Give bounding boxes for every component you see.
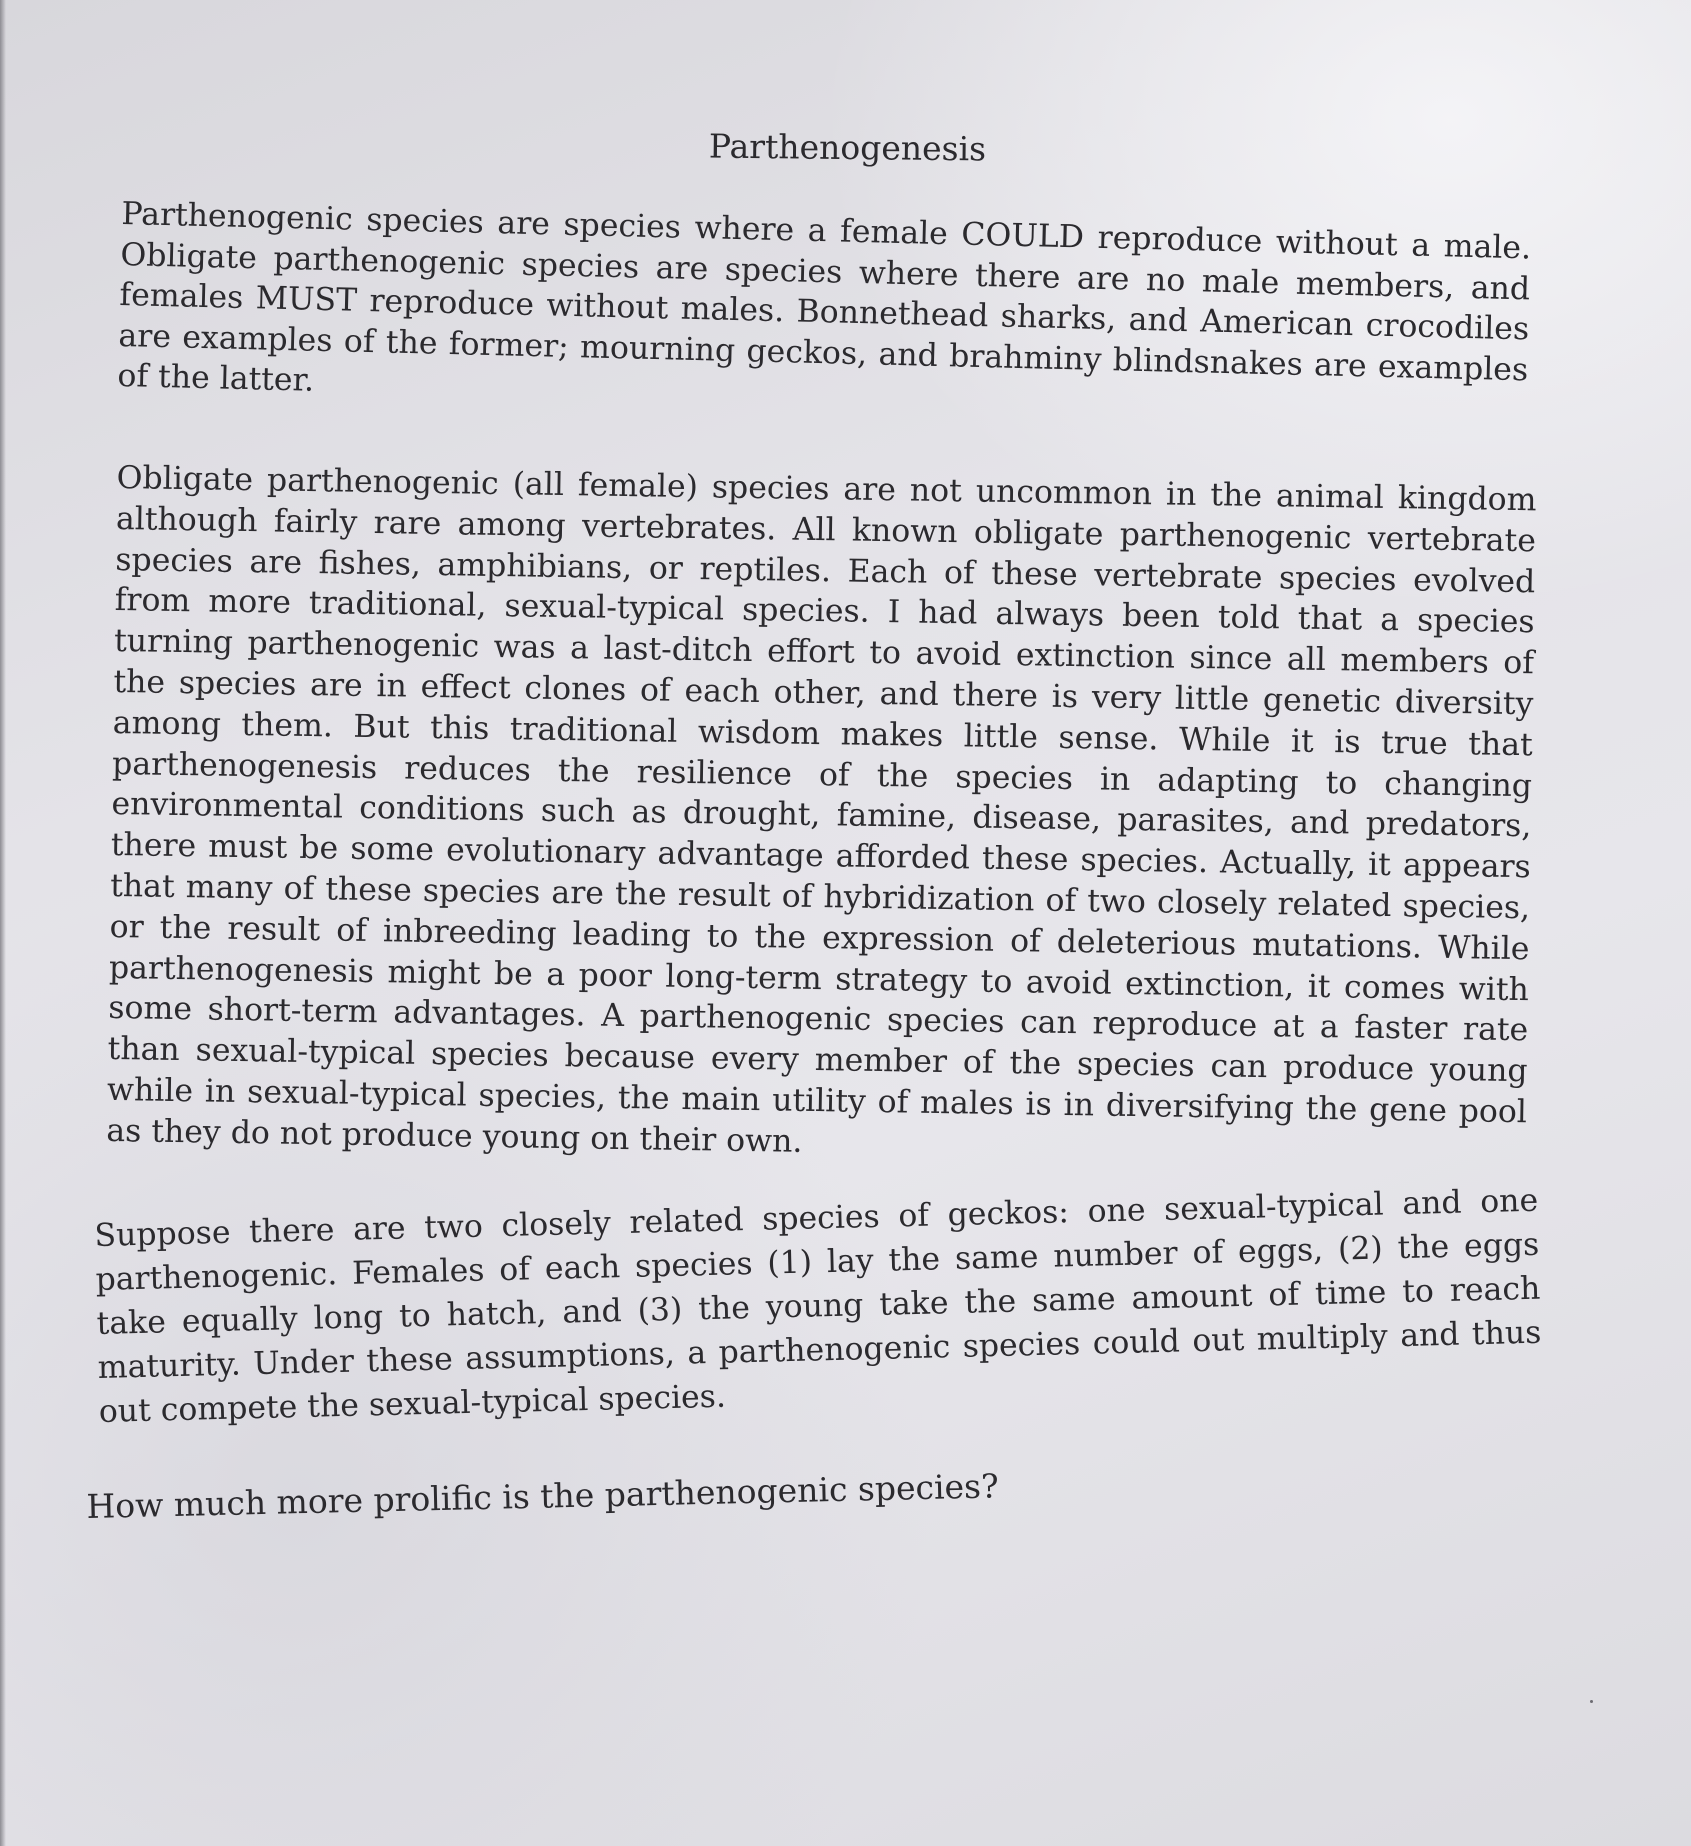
paragraph-definitions: Parthenogenic species are species where a female COULD reproduce without a male. Obligate parthenogenic species are species where there are no male members, and females MUST reproduce without males. Bonnethead sharks, and American crocodiles are examples of the former; mourning geckos, and brahminy blindsnakes are examples of the latter.	[117, 195, 1532, 399]
paper-speck	[1590, 1700, 1593, 1703]
document-title: Parthenogenesis	[708, 126, 987, 169]
paragraph-gecko-scenario: Suppose there are two closely related species of geckos: one sexual-typical and one parthenogenic. Females of each species (1) lay the same number of eggs, (2) the eggs take equally long to hatch, and (3) the young take the same amount of time to reach maturity. Under these assumptions, a parthenogenic species could out multiply and thus out compete the sexual-typical species.	[94, 1182, 1542, 1430]
paragraph-question: How much more prolific is the parthenogenic species?	[86, 1466, 1000, 1526]
paragraph-obligate-parthenogenesis: Obligate parthenogenic (all female) species are not uncommon in the animal kingdom although fairly rare among vertebrates. All known obligate parthenogenic vertebrate species are fishes, amphibians, or reptiles. Each of these vertebrate species evolved from more traditional, sexual-typical species. I had always been told that a species turning parthenogenic was a last-ditch effort to avoid extinction since all members of the species are in effect clones of each other, and there is very little genetic diversity among them. But this traditional wisdom makes little sense. While it is true that parthenogenesis reduces the resilience of the species in adapting to changing environmental conditions such as drought, famine, disease, parasites, and predators, there must be some evolutionary advantage afforded these species. Actually, it appears that many of these species are the result of hybridization of two closely related species, or the result of inbreeding leading to the expression of deleterious mutations. While parthenogenesis might be a poor long-term strategy to avoid extinction, it comes with some short-term advantages. A parthenogenic species can reproduce at a faster rate than sexual-typical species because every member of the species can produce young while in sexual-typical species, the main utility of males is in diversifying the gene pool as they do not produce young on their own.	[106, 459, 1537, 1160]
